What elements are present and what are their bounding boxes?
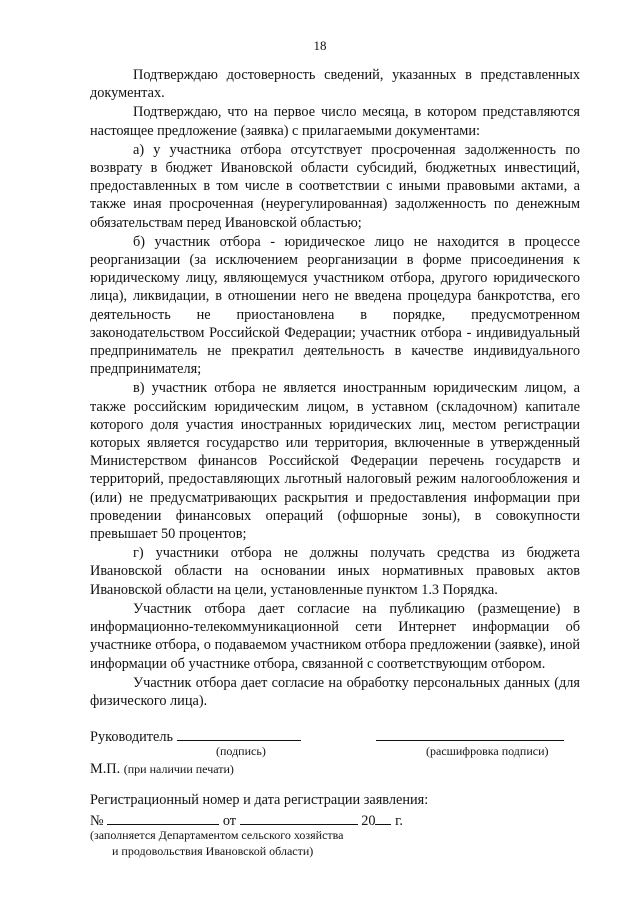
- paragraph-item-b: б) участник отбора - юридическое лицо не находится в процессе реорганизации (за исключением реорганизации в форме присоединения к юридическому лицу, являющемуся участником отбора, другого юридического лица), ликвидации, в отношении него не введена процедура банкротства, его деятельность не приостановлена в порядке, предусмотренном законодательством Российской Федерации; участник отбора - индивидуальный предприниматель не прекратил деятельность в качестве индивидуального предпринимателя;: [90, 233, 580, 378]
- paragraph-item-v: в) участник отбора не является иностранным юридическим лицом, а также российским юридическим лицом, в уставном (складочном) капитале которого доля участия иностранных юридических лиц, местом регистрации которых является государство или территория, включенные в утвержденный Министерством финансов Российской Федерации перечень государств и территорий, предоставляющих льготный налоговый режим налогообложения и (или) не предусматривающих раскрытия и предоставления информации при проведении финансовых операций (офшорные зоны), в совокупности превышает 50 процентов;: [90, 380, 580, 543]
- paragraph-item-a: а) у участника отбора отсутствует просроченная задолженность по возврату в бюджет Ивановской области субсидий, бюджетных инвестиций, предоставленных в том числе в соответствии с иными правовыми актами, а также иная просроченная (неурегулированная) задолженность по денежным обязательствам перед Ивановской областью;: [90, 141, 580, 231]
- head-label: Руководитель: [90, 729, 174, 745]
- signature-line: [177, 726, 301, 741]
- signature-block: [90, 726, 580, 786]
- decoding-caption: (расшифровка подписи): [426, 744, 549, 758]
- registration-note-line2: и продовольствия Ивановской области): [112, 844, 314, 858]
- stamp-label: М.П.: [90, 761, 121, 777]
- from-label: от: [222, 813, 237, 829]
- stamp-note: (при наличии печати): [123, 762, 234, 776]
- paragraph-confirm-date: Подтверждаю, что на первое число месяца, в котором представляются настоящее предложение (заявка) с прилагаемыми документами:: [90, 104, 580, 139]
- paragraph-personal-data-consent: Участник отбора дает согласие на обработку персональных данных (для физического лица).: [90, 674, 580, 709]
- year-suffix: г.: [395, 813, 403, 829]
- registration-date-line: [240, 810, 358, 825]
- registration-note-line1: (заполняется Департаментом сельского хозяйства: [90, 828, 344, 842]
- document-body: [90, 66, 580, 710]
- year-line: [375, 810, 391, 825]
- number-sign: №: [90, 813, 104, 829]
- registration-number-line: [107, 810, 219, 825]
- paragraph-publication-consent: Участник отбора дает согласие на публикацию (размещение) в информационно-телекоммуникационной сети Интернет информации об участнике отбора, о подаваемом участником отбора предложении (заявке), иной информации об участнике отбора, связанной с соответствующим отбором.: [90, 600, 580, 672]
- paragraph-item-g: г) участники отбора не должны получать средства из бюджета Ивановской области на основании иных нормативных правовых актов Ивановской области на цели, установленные пунктом 1.3 Порядка.: [90, 545, 580, 598]
- page-number: 18: [313, 38, 327, 53]
- paragraph-confirm-accuracy: Подтверждаю достоверность сведений, указанных в представленных документах.: [90, 67, 580, 102]
- year-prefix: 20: [361, 813, 376, 829]
- registration-title: Регистрационный номер и дата регистрации заявления:: [90, 792, 429, 808]
- registration-block: [90, 792, 580, 862]
- decoding-line: [376, 726, 564, 741]
- signature-caption: (подпись): [216, 744, 266, 758]
